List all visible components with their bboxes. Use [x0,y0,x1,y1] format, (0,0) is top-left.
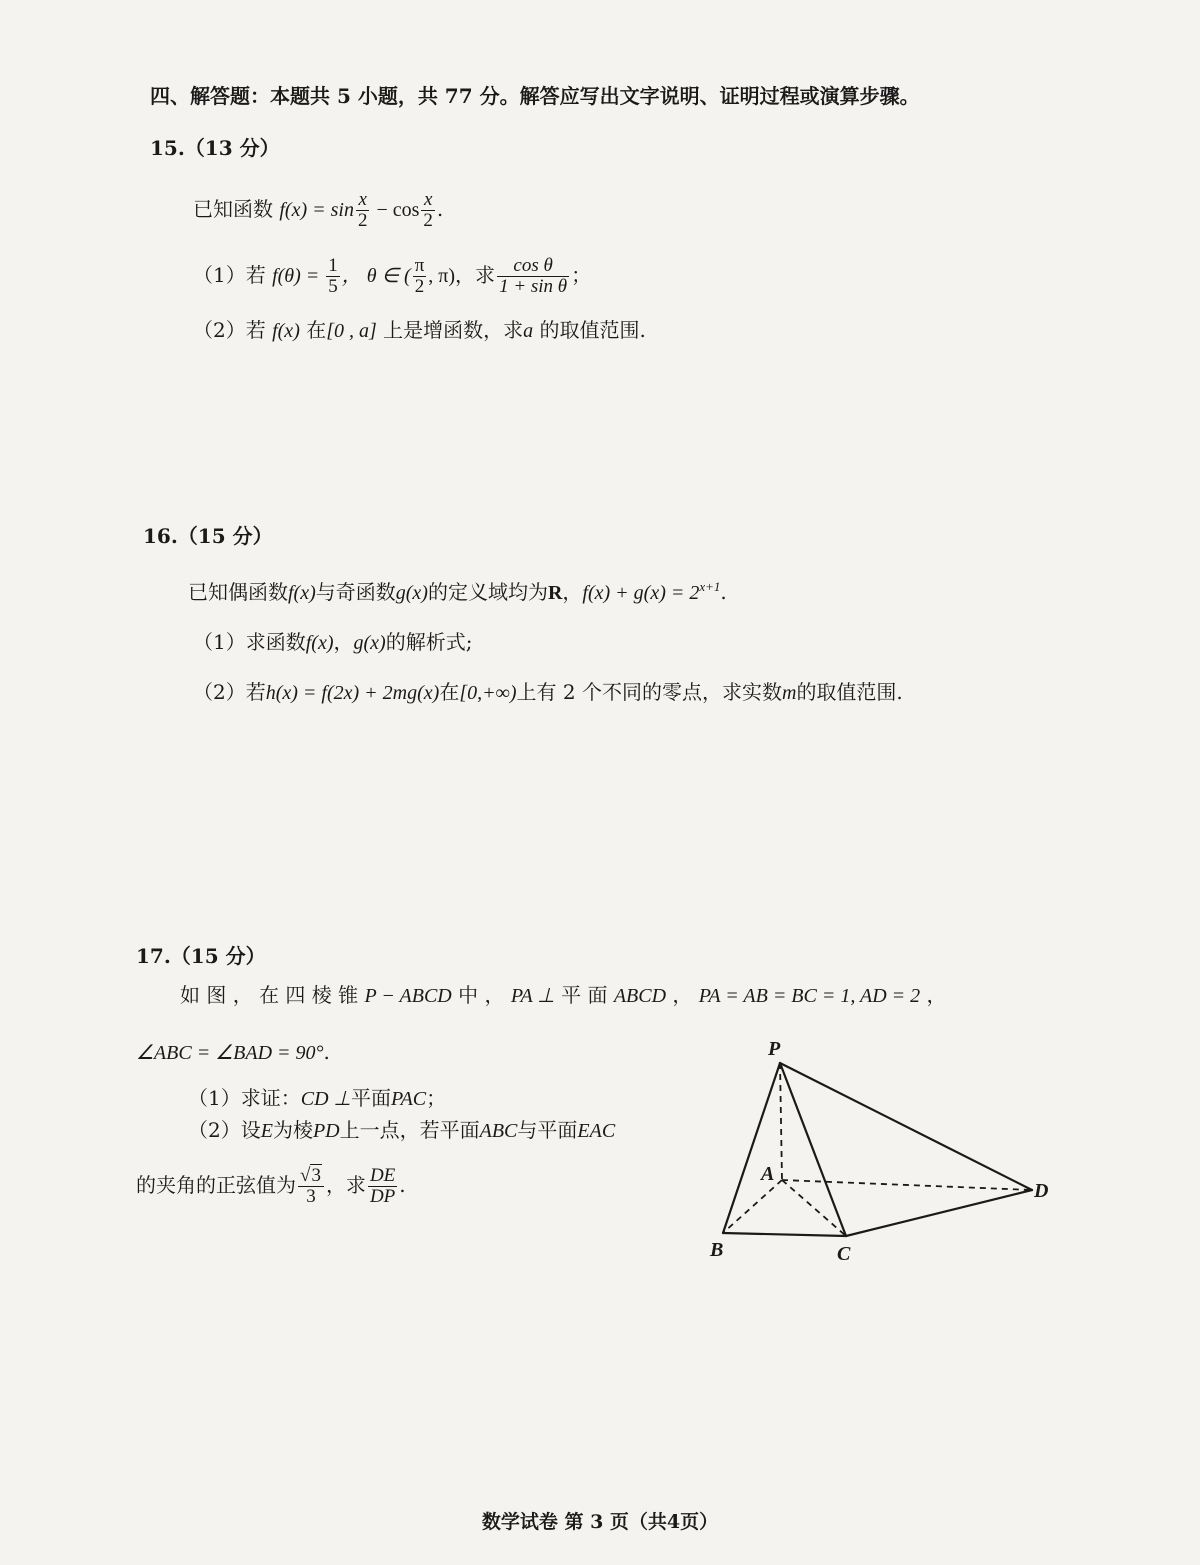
q16-number: 16.（15 分） [143,524,273,548]
text: ， [666,983,699,1007]
q17-part1 [188,1084,446,1113]
math: CD ⊥ [300,1088,351,1110]
q15-p1-end: ； [571,263,592,287]
q15-stem-end: . [436,197,444,221]
frac-num: π [414,255,425,276]
edge-PC [780,1063,846,1236]
q15-stem-text: 已知函数 [193,197,280,221]
text: ，求 [325,1173,366,1197]
text: 如 图 ， 在 四 棱 锥 [180,983,365,1007]
math: ∠ABC = ∠BAD = 90° [136,1042,324,1064]
q16-stem [188,578,727,607]
vertex-label-B: B [710,1239,724,1261]
vertex-label-A: A [761,1163,775,1185]
q16-part2 [193,678,903,707]
frac-num: 1 [328,255,338,276]
text: . [399,1173,406,1197]
text: 与奇函数 [315,580,396,604]
q15-part1 [193,256,591,297]
pyramid-figure [700,1030,1060,1270]
q15-p1-cond: f(θ) = [272,265,325,287]
math: P − ABCD [364,985,452,1007]
frac-den: 5 [328,276,338,297]
q17-number: 17.（15 分） [136,944,266,968]
page-footer: 数学试卷 第 3 页（共4页） [481,1511,719,1533]
q15-p1-interval-end: , π)，求 [428,265,496,287]
sqrt-radicand: 3 [311,1165,321,1186]
frac-den: 2 [414,276,425,297]
vertex-label-P: P [768,1038,781,1060]
math: f(x) [288,582,316,604]
text: ， [920,983,947,1007]
text: 上是增函数，求 [376,318,524,342]
edge-AD-hidden [782,1180,1032,1190]
math: [0 , a] [326,320,377,342]
math: [0,+∞) [459,682,517,704]
edge-BC [723,1233,846,1236]
q15-stem [193,190,443,231]
q15-p1-frac-one-fifth [326,256,340,297]
q15-frac-x2-b [421,190,435,231]
vertex-label-D: D [1034,1180,1049,1202]
vertex-label-C: C [837,1243,851,1265]
frac-num: √3 [298,1166,324,1187]
math: f(x) [305,632,334,654]
q17-ratio-frac [368,1166,397,1207]
text: 的取值范围. [796,680,903,704]
text: 上有 2 个不同的零点，求实数 [516,680,782,704]
text: . [323,1040,330,1064]
frac-num: DE [369,1165,396,1186]
q15-part2 [193,316,646,345]
text: 中 ， [451,983,511,1007]
q17-stem-line2 [136,1038,330,1067]
math: g(x) [395,582,428,604]
math-exponent: x+1 [699,579,721,594]
text: （2）设 [188,1118,261,1142]
math: R [547,582,563,604]
q15-p1-sep: ， θ ∈ ( [341,265,411,287]
frac-den: 2 [423,210,433,231]
text: （1）求函数 [193,630,306,654]
q17-sqrt3-over-3 [298,1166,324,1207]
q15-minus-cos: − cos [371,199,420,221]
math: EAC [577,1120,616,1142]
text: 的夹角的正弦值为 [136,1173,296,1197]
text: ， [333,630,354,654]
text: 为棱 [272,1118,313,1142]
text: . [720,580,727,604]
text: 与平面 [517,1118,578,1142]
text: （2）若 [193,318,273,342]
q15-p1-target-frac [497,256,569,297]
math: PAC [390,1088,427,1110]
text: 上一点，若平面 [339,1118,480,1142]
math: m [781,682,797,704]
edge-CD [846,1190,1032,1236]
text: ； [426,1086,447,1110]
section-heading: 四、解答题：本题共 5 小题，共 77 分。解答应写出文字说明、证明过程或演算步骤。 [150,84,920,108]
q17-part2-line1 [188,1116,615,1145]
text: 的取值范围. [533,318,646,342]
math: E [260,1120,273,1142]
math: f(x) + g(x) = 2 [582,582,700,604]
q17-part2-line2 [136,1166,406,1207]
math: ABC [479,1120,518,1142]
edge-PD [780,1063,1032,1190]
frac-num: cos θ [497,256,569,277]
text: 在 [299,318,327,342]
frac-den: 2 [357,210,368,231]
frac-den: DP [369,1186,396,1207]
text: 的定义域均为 [427,580,548,604]
math: PD [312,1120,340,1142]
q15-p1-frac-pi-2 [413,256,427,297]
frac-den: 1 + sin θ [499,276,568,297]
frac-num: x [421,190,435,211]
q17-stem-line1 [180,981,947,1010]
math: PA ⊥ [510,985,555,1007]
text: （1）求证： [188,1086,301,1110]
edge-PA-hidden [780,1063,782,1180]
q15-p1-prefix: （1）若 [193,263,273,287]
math: h(x) = f(2x) + 2mg(x) [265,682,440,704]
frac-den: 3 [306,1186,316,1207]
q16-part1 [193,628,472,657]
text: 平 面 [554,983,614,1007]
math: g(x) [353,632,386,654]
frac-num: x [356,190,370,211]
math: f(x) [272,320,300,342]
text: 的解析式; [385,630,473,654]
text: ， [562,580,583,604]
q15-func: f(x) = sin [279,199,354,221]
math: a [523,320,534,342]
q15-number: 15.（13 分） [150,136,280,160]
math: ABCD [613,985,667,1007]
edge-PB [723,1063,780,1233]
math: PA = AB = BC = 1, AD = 2 [698,985,921,1007]
text: 已知偶函数 [188,580,288,604]
q15-frac-x2-a [356,190,370,231]
text: 平面 [350,1086,391,1110]
text: （2）若 [193,680,266,704]
text: 在 [439,680,460,704]
